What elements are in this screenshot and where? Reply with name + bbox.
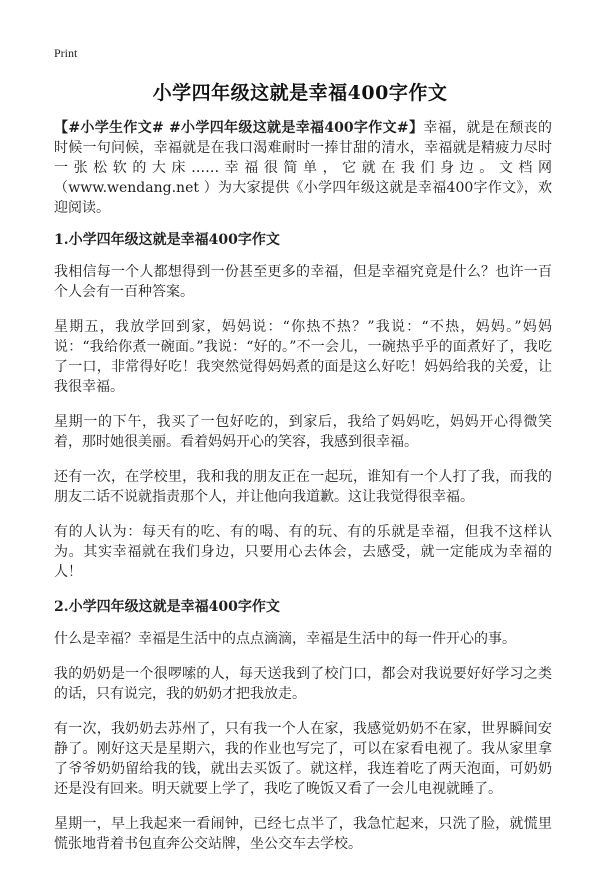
paragraph: 有一次，我奶奶去苏州了，只有我一个人在家，我感觉奶奶不在家，世界瞬间安静了。刚好这天是星期六，我的作业也写完了，可以在家看电视了。我从家里拿了爷爷奶奶留给我的钱，就出去买饭了。就这样，我连着吃了两天泡面，可奶奶还是没有回来。明天就要上学了，我吃了晚饭又看了一会儿电视就睡了。 bbox=[54, 721, 552, 797]
intro-paragraph bbox=[54, 118, 552, 218]
paragraph: 还有一次，在学校里，我和我的朋友正在一起玩，谁知有一个人打了我，而我的朋友二话不说就指责那个人，并让他向我道歉。这让我觉得很幸福。 bbox=[54, 469, 552, 505]
paragraph: 星期五，我放学回到家，妈妈说：“你热不热？”我说：“不热，妈妈。”妈妈说：“我给你煮一碗面。”我说：“好的。”不一会儿，一碗热乎乎的面煮好了，我吃了一口，非常得好吃！我突然觉得妈妈煮的面是这么好吃！妈妈给我的关爱，让我很幸福。 bbox=[54, 319, 552, 395]
paragraph: 我相信每一个人都想得到一份甚至更多的幸福，但是幸福究竟是什么？也许一百个人会有一百种答案。 bbox=[54, 264, 552, 300]
paragraph: 星期一，早上我起来一看闹钟，已经七点半了，我急忙起来，只洗了脸，就慌里慌张地背着书包直奔公交站牌，坐公交车去学校。 bbox=[54, 816, 552, 852]
section-2 bbox=[54, 597, 552, 854]
section-heading: 1.小学四年级这就是幸福400字作文 bbox=[54, 232, 280, 248]
section-heading: 2.小学四年级这就是幸福400字作文 bbox=[54, 599, 280, 615]
paragraph: 星期一的下午，我买了一包好吃的，到家后，我给了妈妈吃，妈妈开心得微笑着，那时她很美丽。看着妈妈开心的笑容，我感到很幸福。 bbox=[54, 414, 552, 450]
print-link[interactable]: Print bbox=[54, 46, 78, 60]
intro-text: 幸福，就是在颓丧的时候一句问候，幸福就是在我口渴难耐时一捧甘甜的清水，幸福就是精疲力尽时一张松软的大床……幸福很简单，它就在我们身边。文档网（www.wendang.net ）为大家提供《小学四年级这就是幸福400字作文》，欢迎阅读。 bbox=[54, 120, 552, 216]
section-1 bbox=[54, 230, 552, 582]
page-title: 小学四年级这就是幸福400字作文 bbox=[152, 82, 448, 104]
article-body bbox=[54, 118, 552, 869]
paragraph: 我的奶奶是一个很啰嗦的人，每天送我到了校门口，都会对我说要好好学习之类的话，只有说完，我的奶奶才把我放走。 bbox=[54, 666, 552, 702]
paragraph: 什么是幸福？幸福是生活中的点点滴滴，幸福是生活中的每一件开心的事。 bbox=[54, 631, 516, 647]
intro-tags: 【#小学生作文# #小学四年级这就是幸福400字作文#】 bbox=[54, 120, 424, 136]
paragraph: 有的人认为：每天有的吃、有的喝、有的玩、有的乐就是幸福，但我不这样认为。其实幸福就在我们身边，只要用心去体会，去感受，就一定能成为幸福的人！ bbox=[54, 524, 552, 580]
